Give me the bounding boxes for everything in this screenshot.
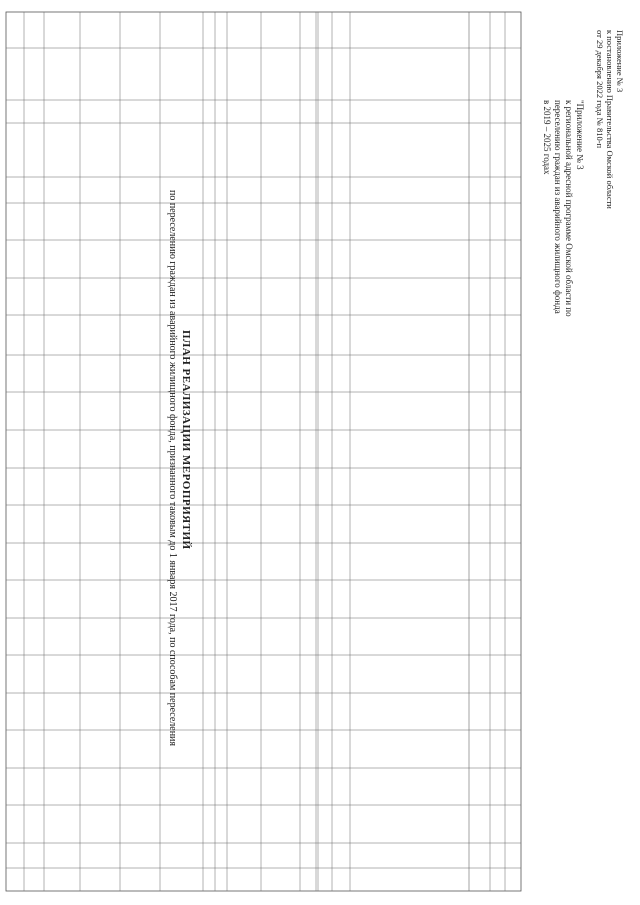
document-title-line-1: ПЛАН РЕАЛИЗАЦИИ МЕРОПРИЯТИЙ xyxy=(180,330,192,550)
program-line-3: переселению граждан из аварийного жилищного фонда xyxy=(553,100,563,314)
program-line-1: "Приложение № 3 xyxy=(575,100,585,170)
appendix-block xyxy=(595,30,625,209)
program-line-2: к региональной адресной программе Омской области по xyxy=(564,100,574,317)
document-subtitle xyxy=(167,190,178,746)
document-title-line-2: по переселению граждан из аварийного жилищного фонда, признанного таковым до 1 января 2017 года, по способам переселения xyxy=(167,190,178,746)
appendix-line-2: к постановлению Правительства Омской области xyxy=(605,30,615,209)
appendix-line-3: от 29 декабря 2022 года № 810-п xyxy=(595,30,605,149)
appendix-line-1: Приложение № 3 xyxy=(615,30,625,93)
program-reference-block xyxy=(541,100,585,317)
document-title xyxy=(180,330,192,550)
program-line-4: в 2019 – 2025 годах xyxy=(542,100,552,175)
